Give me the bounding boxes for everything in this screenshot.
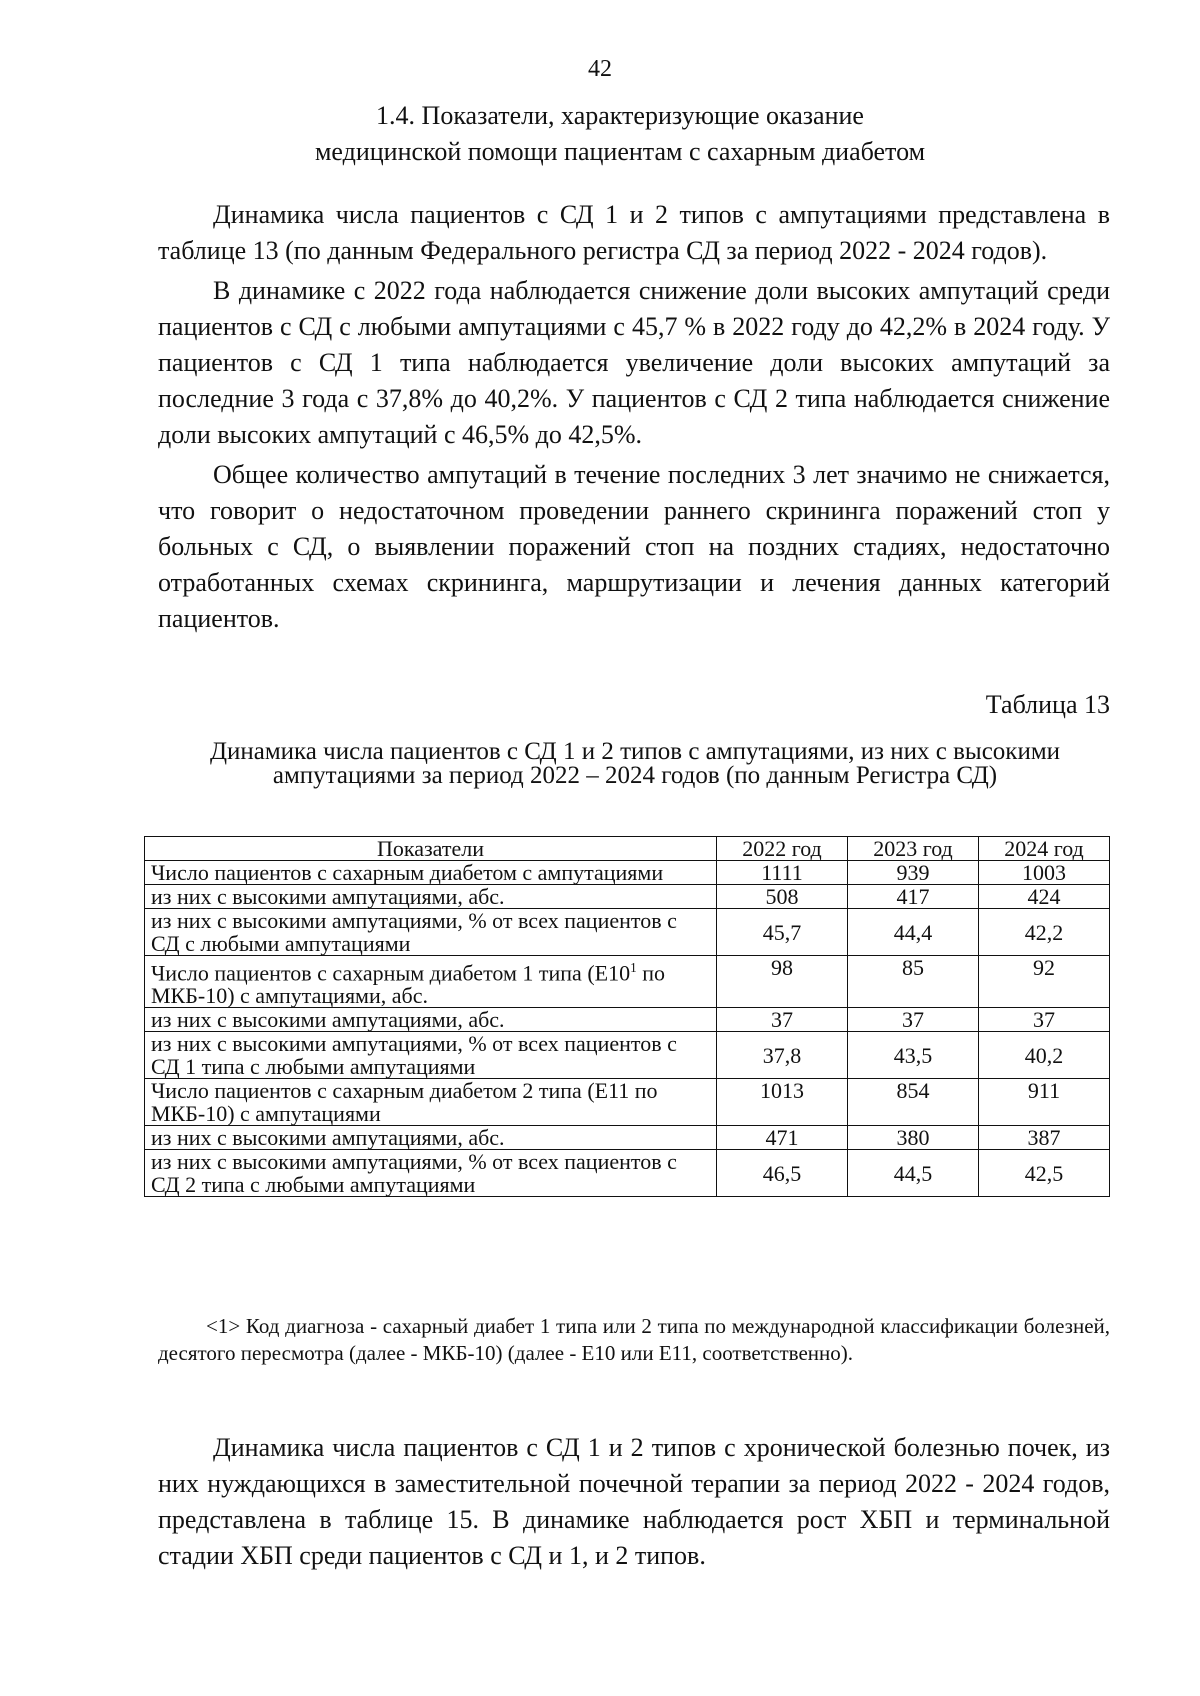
table-row bbox=[145, 1008, 1110, 1032]
table-row bbox=[145, 861, 1110, 885]
table-label: Таблица 13 bbox=[985, 690, 1110, 719]
cell-2023: 85 bbox=[848, 956, 979, 1008]
cell-2022: 37 bbox=[717, 1008, 848, 1032]
cell-2024: 92 bbox=[979, 956, 1110, 1008]
section-title-line-1: 1.4. Показатели, характеризующие оказание bbox=[376, 101, 864, 130]
cell-2024: 387 bbox=[979, 1126, 1110, 1150]
cell-2024: 40,2 bbox=[979, 1032, 1110, 1079]
table-row bbox=[145, 1079, 1110, 1126]
cell-2023: 939 bbox=[848, 861, 979, 885]
cell-2022: 1111 bbox=[717, 861, 848, 885]
table-row bbox=[145, 885, 1110, 909]
row-label: из них с высокими ампутациями, абс. bbox=[145, 885, 717, 909]
paragraph: В динамике с 2022 года наблюдается снижение доли высоких ампутаций среди пациентов с СД с любыми ампутациями с 45,7 % в 2022 году до 42,2% в 2024 году. У пациентов с СД 1 типа наблюдается увеличение доли высоких ампутаций за последние 3 года с 37,8% до 40,2%. У пациентов с СД 2 типа наблюдается снижение доли высоких ампутаций с 46,5% до 42,5%. bbox=[158, 276, 1110, 449]
table-row bbox=[145, 909, 1110, 956]
row-label: Число пациентов с сахарным диабетом с ампутациями bbox=[145, 861, 717, 885]
cell-2024: 424 bbox=[979, 885, 1110, 909]
cell-2024: 37 bbox=[979, 1008, 1110, 1032]
cell-2023: 380 bbox=[848, 1126, 979, 1150]
section-title-line-2: медицинской помощи пациентам с сахарным диабетом bbox=[314, 137, 926, 166]
paragraph: Динамика числа пациентов с СД 1 и 2 типов с ампутациями представлена в таблице 13 (по данным Федерального регистра СД за период 2022 - 2024 годов). bbox=[158, 200, 1110, 265]
cell-2023: 44,5 bbox=[848, 1150, 979, 1197]
cell-2022: 508 bbox=[717, 885, 848, 909]
footnote-marker: <1> bbox=[206, 1314, 241, 1338]
column-header-indicator: Показатели bbox=[145, 837, 717, 861]
cell-2024: 911 bbox=[979, 1079, 1110, 1126]
table-row bbox=[145, 1032, 1110, 1079]
table-caption: Динамика числа пациентов с СД 1 и 2 типов с ампутациями, из них с высокими ампутациями за период 2022 – 2024 годов (по данным Регистра СД) bbox=[209, 738, 1061, 789]
row-label: из них с высокими ампутациями, % от всех пациентов с СД 1 типа с любыми ампутациями bbox=[145, 1032, 717, 1079]
table-row bbox=[145, 956, 1110, 1008]
row-label-text: Число пациентов с сахарным диабетом 1 типа (E10 bbox=[151, 960, 631, 986]
section-title bbox=[200, 98, 1040, 170]
cell-2022: 98 bbox=[717, 956, 848, 1008]
paragraph: Общее количество ампутаций в течение последних 3 лет значимо не снижается, что говорит о недостаточном проведении раннего скрининга поражений стоп у больных с СД, о выявлении поражений стоп на поздних стадиях, недостаточно отработанных схемах скрининга, маршрутизации и лечения данных категорий пациентов. bbox=[158, 460, 1110, 633]
cell-2024: 42,5 bbox=[979, 1150, 1110, 1197]
cell-2022: 1013 bbox=[717, 1079, 848, 1126]
footnote bbox=[158, 1313, 1110, 1367]
row-label: из них с высокими ампутациями, % от всех пациентов с СД с любыми ампутациями bbox=[145, 909, 717, 956]
closing-paragraph: Динамика числа пациентов с СД 1 и 2 типов с хронической болезнью почек, из них нуждающихся в заместительной почечной терапии за период 2022 - 2024 годов, представлена в таблице 15. В динамике наблюдается рост ХБП и терминальной стадии ХБП среди пациентов с СД и 1, и 2 типов. bbox=[158, 1433, 1110, 1570]
table-row bbox=[145, 1150, 1110, 1197]
closing-text bbox=[158, 1430, 1110, 1578]
cell-2024: 42,2 bbox=[979, 909, 1110, 956]
cell-2022: 471 bbox=[717, 1126, 848, 1150]
cell-2023: 417 bbox=[848, 885, 979, 909]
cell-2023: 37 bbox=[848, 1008, 979, 1032]
footnote-ref: 1 bbox=[630, 960, 637, 975]
cell-2024: 1003 bbox=[979, 861, 1110, 885]
cell-2022: 46,5 bbox=[717, 1150, 848, 1197]
amputations-table bbox=[144, 836, 1110, 1197]
table-row bbox=[145, 1126, 1110, 1150]
column-header-2024: 2024 год bbox=[979, 837, 1110, 861]
row-label: из них с высокими ампутациями, абс. bbox=[145, 1008, 717, 1032]
column-header-2023: 2023 год bbox=[848, 837, 979, 861]
table-header-row bbox=[145, 837, 1110, 861]
row-label: из них с высокими ампутациями, % от всех пациентов с СД 2 типа с любыми ампутациями bbox=[145, 1150, 717, 1197]
cell-2022: 37,8 bbox=[717, 1032, 848, 1079]
row-label: из них с высокими ампутациями, абс. bbox=[145, 1126, 717, 1150]
intro-text bbox=[158, 197, 1110, 641]
row-label-tail: по МКБ-10) с ампутациями, абс. bbox=[151, 960, 665, 1009]
row-label: Число пациентов с сахарным диабетом 2 типа (E11 по МКБ-10) с ампутациями bbox=[145, 1079, 717, 1126]
cell-2022: 45,7 bbox=[717, 909, 848, 956]
cell-2023: 43,5 bbox=[848, 1032, 979, 1079]
cell-2023: 854 bbox=[848, 1079, 979, 1126]
cell-2023: 44,4 bbox=[848, 909, 979, 956]
row-label bbox=[145, 956, 717, 1008]
page-number: 42 bbox=[588, 56, 612, 82]
footnote-text: Код диагноза - сахарный диабет 1 типа или 2 типа по международной классификации болезней, десятого пересмотра (далее - МКБ-10) (далее - E10 или E11, соответственно). bbox=[158, 1314, 1111, 1365]
column-header-2022: 2022 год bbox=[717, 837, 848, 861]
